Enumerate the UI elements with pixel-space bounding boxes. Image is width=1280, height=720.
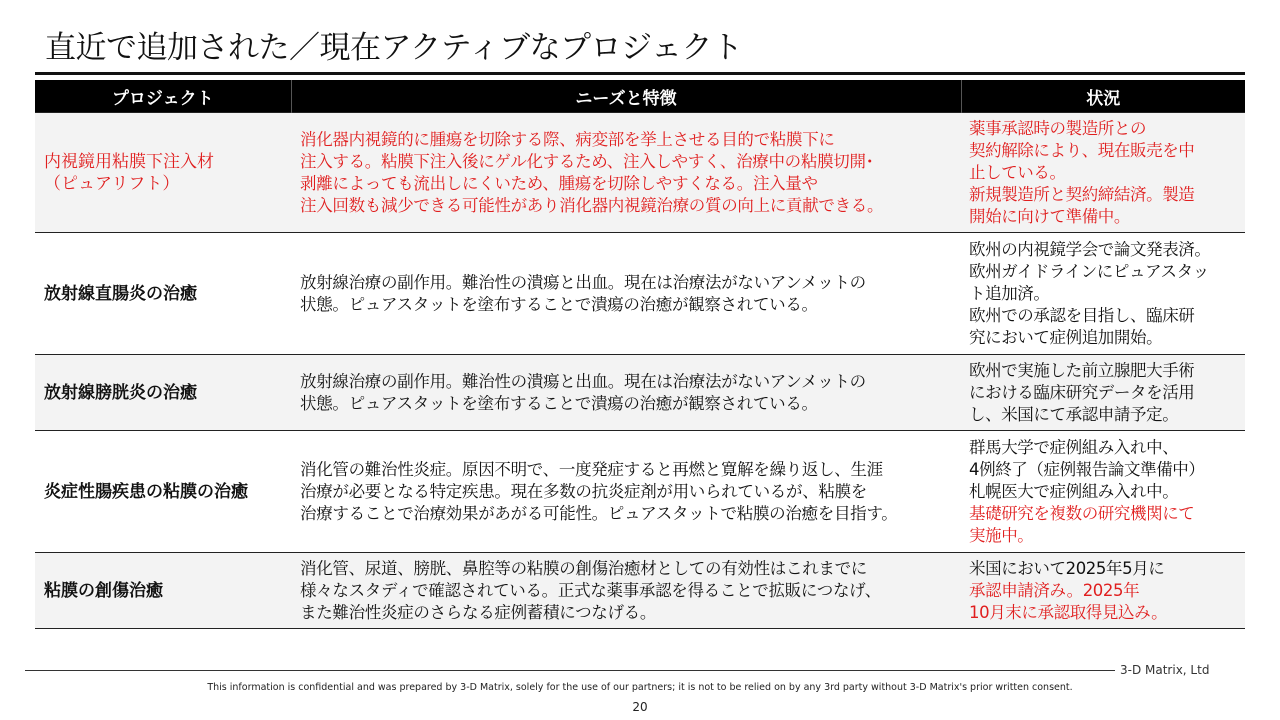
- status-cell: [961, 553, 1245, 629]
- needs-line: 状態。ピュアスタットを塗布することで潰瘍の治癒が観察されている。: [300, 294, 818, 314]
- status-line: 承認申請済み。2025年: [969, 580, 1140, 600]
- confidentiality-notice: This information is confidential and was prepared by 3-D Matrix, solely for the use of our partners; it is not to be relied on by any 3rd party without 3-D Matrix's prior written consent.: [207, 682, 1073, 693]
- status-line: 薬事承認時の製造所との: [969, 118, 1147, 138]
- status-line: し、米国にて承認申請予定。: [969, 404, 1179, 424]
- table-row: [35, 113, 1245, 233]
- needs-cell: [291, 553, 961, 629]
- status-cell: [961, 113, 1245, 233]
- needs-cell: [291, 431, 961, 553]
- table-row: [35, 355, 1245, 431]
- needs-line: 剥離によっても流出しにくいため、腫瘍を切除しやすくなる。注入量や: [300, 173, 818, 193]
- status-cell: [961, 233, 1245, 355]
- status-line: 欧州で実施した前立腺肥大手術: [969, 360, 1195, 380]
- status-line: 止している。: [969, 162, 1066, 182]
- status-line: 新規製造所と契約締結済。製造: [969, 184, 1195, 204]
- project-name-cell: [35, 431, 291, 553]
- status-line: における臨床研究データを活用: [969, 382, 1195, 402]
- company-name: 3-D Matrix, Ltd: [1120, 663, 1210, 677]
- status-cell: [961, 355, 1245, 431]
- needs-line: また難治性炎症のさらなる症例蓄積につなげる。: [300, 602, 657, 622]
- status-line: 10月末に承認取得見込み。: [969, 602, 1168, 622]
- status-cell: [961, 431, 1245, 553]
- status-line: 欧州ガイドラインにピュアスタッ: [969, 261, 1209, 281]
- header-status: 状況: [961, 80, 1245, 113]
- needs-line: 放射線治療の副作用。難治性の潰瘍と出血。現在は治療法がないアンメットの: [300, 272, 866, 292]
- project-name-line: 粘膜の創傷治癒: [44, 580, 163, 601]
- status-line: 欧州での承認を目指し、臨床研: [969, 305, 1195, 325]
- status-line: 米国において2025年5月に: [969, 558, 1165, 578]
- needs-line: 状態。ピュアスタットを塗布することで潰瘍の治癒が観察されている。: [300, 393, 818, 413]
- needs-line: 消化器内視鏡的に腫瘍を切除する際、病変部を挙上させる目的で粘膜下に: [300, 129, 835, 149]
- needs-cell: [291, 355, 961, 431]
- page-title: 直近で追加された／現在アクティブなプロジェクト: [45, 30, 743, 66]
- projects-table: [35, 80, 1245, 629]
- title-underline: [35, 72, 1245, 75]
- page-number: 20: [632, 700, 648, 714]
- table-row: [35, 553, 1245, 629]
- needs-cell: [291, 233, 961, 355]
- status-line: 契約解除により、現在販売を中: [969, 140, 1195, 160]
- status-line: ト追加済。: [969, 283, 1050, 303]
- project-name-line: 放射線直腸炎の治癒: [44, 283, 197, 304]
- needs-line: 注入する。粘膜下注入後にゲル化するため、注入しやすく、治療中の粘膜切開･: [300, 151, 874, 171]
- status-line: 実施中。: [969, 525, 1034, 545]
- status-line: 群馬大学で症例組み入れ中、: [969, 437, 1179, 457]
- project-name-line: 炎症性腸疾患の粘膜の治癒: [44, 481, 248, 502]
- status-line: 基礎研究を複数の研究機関にて: [969, 503, 1195, 523]
- project-name-cell: [35, 355, 291, 431]
- status-line: 4例終了（症例報告論文準備中）: [969, 459, 1205, 479]
- status-line: 究において症例追加開始。: [969, 327, 1163, 347]
- header-project: プロジェクト: [35, 80, 291, 113]
- needs-cell: [291, 113, 961, 233]
- needs-line: 治療が必要となる特定疾患。現在多数の抗炎症剤が用いられているが、粘膜を: [300, 481, 868, 501]
- needs-line: 放射線治療の副作用。難治性の潰瘍と出血。現在は治療法がないアンメットの: [300, 371, 866, 391]
- project-name-line: （ピュアリフト）: [44, 173, 180, 194]
- project-name-cell: [35, 553, 291, 629]
- table-header-row: [35, 80, 1245, 113]
- table-row: [35, 431, 1245, 553]
- project-name-cell: [35, 233, 291, 355]
- needs-line: 消化管の難治性炎症。原因不明で、一度発症すると再燃と寛解を繰り返し、生涯: [300, 459, 883, 479]
- header-needs: ニーズと特徴: [291, 80, 961, 113]
- status-line: 札幌医大で症例組み入れ中。: [969, 481, 1179, 501]
- status-line: 開始に向けて準備中。: [969, 206, 1131, 226]
- needs-line: 治療することで治療効果があがる可能性。ピュアスタットで粘膜の治癒を目指す。: [300, 503, 898, 523]
- project-name-cell: [35, 113, 291, 233]
- project-name-line: 内視鏡用粘膜下注入材: [44, 151, 214, 172]
- needs-line: 様々なスタディで確認されている。正式な薬事承認を得ることで拡販につなげ、: [300, 580, 881, 600]
- needs-line: 消化管、尿道、膀胱、鼻腔等の粘膜の創傷治癒材としての有効性はこれまでに: [300, 558, 868, 578]
- status-line: 欧州の内視鏡学会で論文発表済。: [969, 239, 1211, 259]
- project-name-line: 放射線膀胱炎の治癒: [44, 382, 197, 403]
- footer-divider: [25, 670, 1115, 671]
- needs-line: 注入回数も減少できる可能性があり消化器内視鏡治療の質の向上に貢献できる。: [300, 195, 884, 215]
- table-row: [35, 233, 1245, 355]
